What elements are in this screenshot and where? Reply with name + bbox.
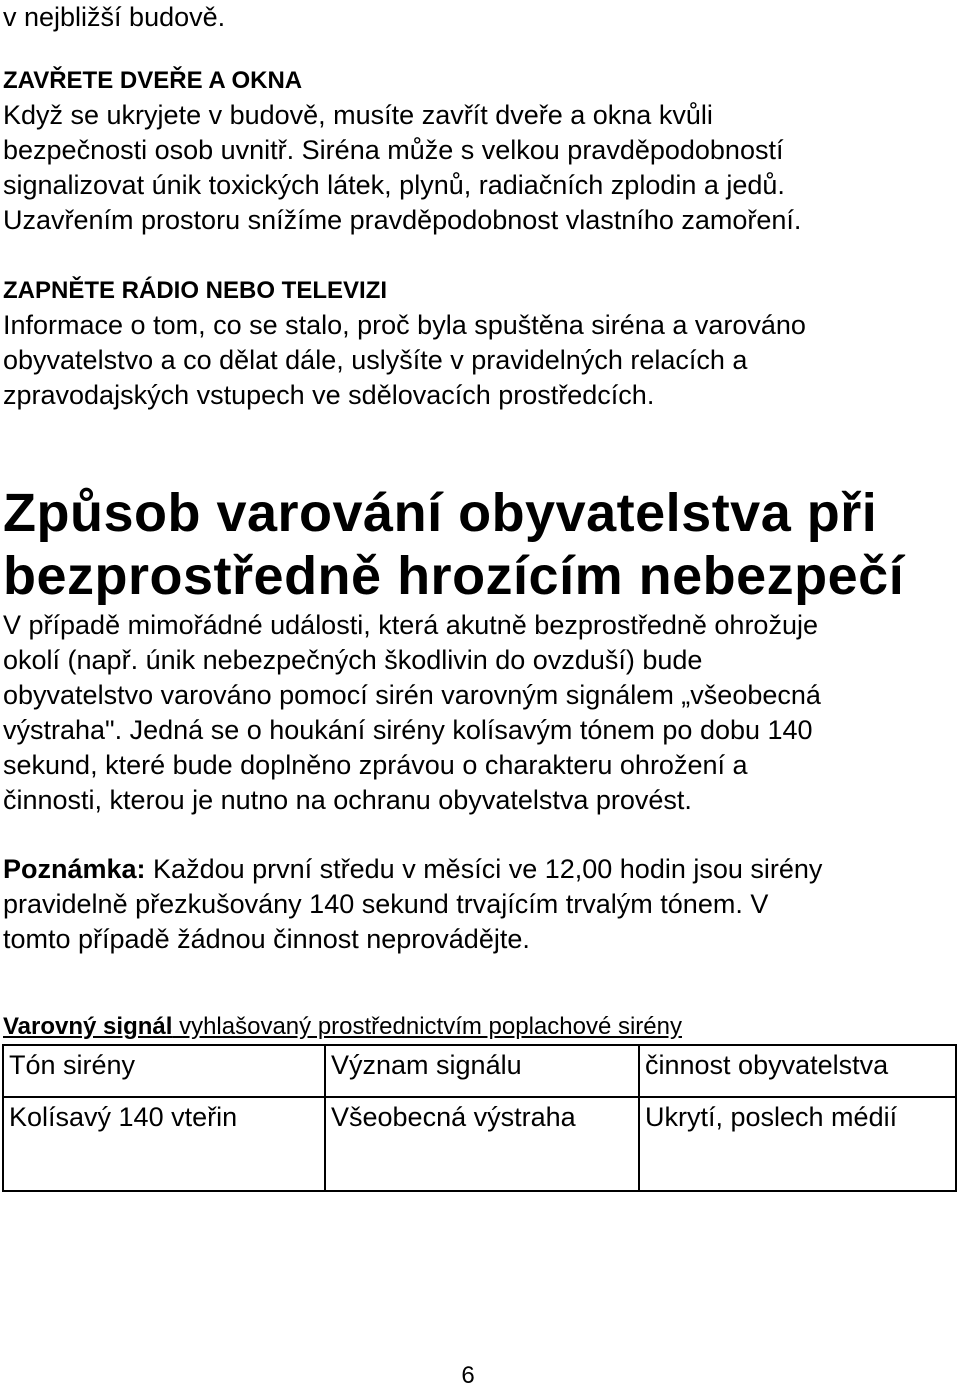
intro-tail-block bbox=[3, 0, 953, 35]
table-caption-underlined bbox=[3, 1013, 682, 1040]
main-heading-block bbox=[3, 482, 953, 608]
table-row bbox=[3, 1097, 956, 1191]
page-number: 6 bbox=[461, 1362, 475, 1389]
section-line: Uzavřením prostoru snížíme pravděpodobnost vlastního zamoření. bbox=[3, 205, 802, 235]
note-line bbox=[3, 852, 953, 887]
intro-tail-text: v nejbližší budově. bbox=[3, 2, 226, 32]
paragraph-line: sekund, které bude doplněno zprávou o charakteru ohrožení a bbox=[3, 750, 748, 780]
section-heading: ZAVŘETE DVEŘE A OKNA bbox=[3, 67, 303, 94]
table-cell: Ukrytí, poslech médií bbox=[639, 1097, 956, 1191]
section-line: bezpečnosti osob uvnitř. Siréna může s velkou pravděpodobností bbox=[3, 135, 784, 165]
table-header-cell: činnost obyvatelstva bbox=[639, 1045, 956, 1097]
section-line: obyvatelstvo a co dělat dále, uslyšíte v pravidelných relacích a bbox=[3, 345, 748, 375]
section-line: signalizovat únik toxických látek, plynů, radiačních zplodin a jedů. bbox=[3, 170, 785, 200]
section-heading: ZAPNĚTE RÁDIO NEBO TELEVIZI bbox=[3, 277, 388, 304]
table-caption bbox=[3, 1012, 953, 1042]
table-header-cell: Tón sirény bbox=[3, 1045, 325, 1097]
warning-signal-table bbox=[2, 1044, 957, 1192]
section-line: Informace o tom, co se stalo, proč byla spuštěna siréna a varováno bbox=[3, 310, 806, 340]
table-header-row bbox=[3, 1045, 956, 1097]
table-cell: Kolísavý 140 vteřin bbox=[3, 1097, 325, 1191]
main-heading-line: bezprostředně hrozícím nebezpečí bbox=[3, 546, 905, 606]
paragraph-line: činnosti, kterou je nutno na ochranu obyvatelstva provést. bbox=[3, 785, 692, 815]
table-caption-rest: vyhlašovaný prostřednictvím poplachové sirény bbox=[172, 1013, 682, 1040]
section-line: Když se ukryjete v budově, musíte zavřít dveře a okna kvůli bbox=[3, 100, 713, 130]
paragraph-line: výstraha". Jedná se o houkání sirény kolísavým tónem po dobu 140 bbox=[3, 715, 813, 745]
table-cell: Všeobecná výstraha bbox=[325, 1097, 639, 1191]
paragraph-line: V případě mimořádné události, která akutně bezprostředně ohrožuje bbox=[3, 610, 818, 640]
note-text: Každou první středu v měsíci ve 12,00 hodin jsou sirény bbox=[145, 854, 823, 884]
main-paragraph bbox=[3, 608, 953, 818]
table-caption-bold: Varovný signál bbox=[3, 1013, 173, 1040]
section-line: zpravodajských vstupech ve sdělovacích prostředcích. bbox=[3, 380, 655, 410]
table-header-cell: Význam signálu bbox=[325, 1045, 639, 1097]
note-line: pravidelně přezkušovány 140 sekund trvajícím trvalým tónem. V bbox=[3, 889, 769, 919]
note-block bbox=[3, 852, 953, 957]
section-turn-on-radio bbox=[3, 273, 953, 413]
note-label: Poznámka: bbox=[3, 854, 146, 884]
section-close-doors bbox=[3, 63, 953, 238]
paragraph-line: okolí (např. únik nebezpečných škodlivin do ovzduší) bude bbox=[3, 645, 703, 675]
main-heading-line: Způsob varování obyvatelstva při bbox=[3, 483, 878, 543]
note-line: tomto případě žádnou činnost neprovádějte. bbox=[3, 924, 530, 954]
paragraph-line: obyvatelstvo varováno pomocí sirén varovným signálem „všeobecná bbox=[3, 680, 821, 710]
